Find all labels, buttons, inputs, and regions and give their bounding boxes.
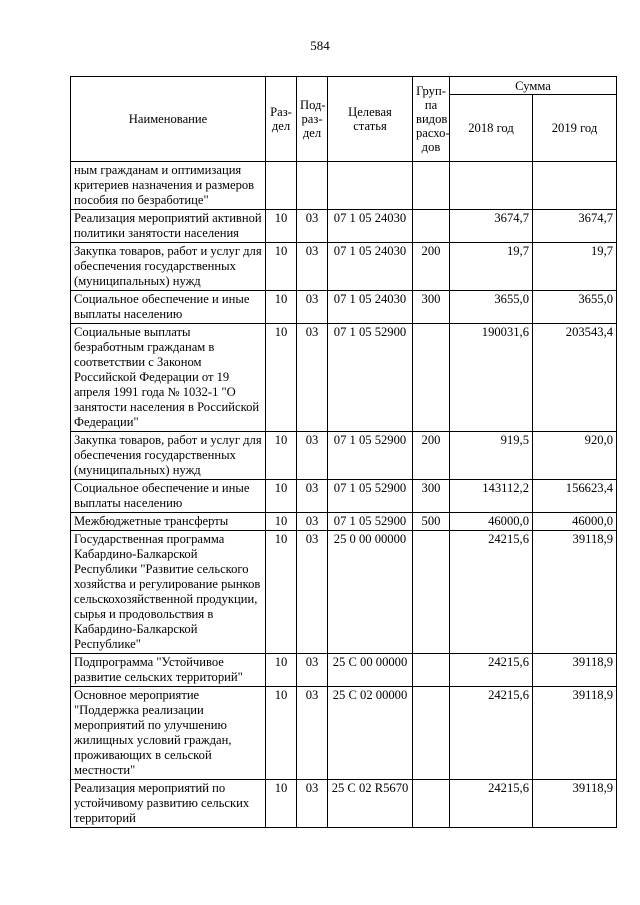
- cell-podrazdel: 03: [297, 480, 328, 513]
- table-row: [71, 291, 617, 324]
- cell-razdel: [266, 162, 297, 210]
- cell-gruppa: 500: [413, 513, 450, 531]
- cell-razdel: 10: [266, 780, 297, 828]
- cell-celevaya: 07 1 05 24030: [328, 210, 413, 243]
- cell-gruppa: 300: [413, 480, 450, 513]
- table-row: [71, 480, 617, 513]
- header-celevaya: Целевая статья: [328, 77, 413, 162]
- cell-celevaya: 07 1 05 24030: [328, 291, 413, 324]
- cell-2019: 39118,9: [533, 780, 617, 828]
- cell-2019: 203543,4: [533, 324, 617, 432]
- cell-podrazdel: 03: [297, 432, 328, 480]
- cell-name: Социальные выплаты безработным гражданам в соответствии с Законом Российской Федерации от 19 апреля 1991 года № 1032-1 "О занятости населения в Российской Федерации": [71, 324, 266, 432]
- cell-podrazdel: 03: [297, 513, 328, 531]
- cell-2018: 46000,0: [450, 513, 533, 531]
- cell-2019: 3655,0: [533, 291, 617, 324]
- cell-podrazdel: 03: [297, 687, 328, 780]
- cell-celevaya: 25 С 02 R5670: [328, 780, 413, 828]
- table-row: [71, 687, 617, 780]
- cell-gruppa: [413, 654, 450, 687]
- header-name: Наименование: [71, 77, 266, 162]
- cell-2019: 46000,0: [533, 513, 617, 531]
- cell-celevaya: 25 С 02 00000: [328, 687, 413, 780]
- header-gruppa: Груп- па видов расхо- дов: [413, 77, 450, 162]
- cell-celevaya: 07 1 05 52900: [328, 513, 413, 531]
- cell-2019: 39118,9: [533, 531, 617, 654]
- cell-celevaya: 07 1 05 52900: [328, 324, 413, 432]
- cell-podrazdel: 03: [297, 780, 328, 828]
- cell-2018: 3655,0: [450, 291, 533, 324]
- cell-name: Закупка товаров, работ и услуг для обеспечения государственных (муниципальных) нужд: [71, 432, 266, 480]
- cell-2019: 920,0: [533, 432, 617, 480]
- header-year-2019: 2019 год: [533, 95, 617, 162]
- cell-2019: 3674,7: [533, 210, 617, 243]
- cell-gruppa: [413, 780, 450, 828]
- table-row: [71, 324, 617, 432]
- cell-name: Закупка товаров, работ и услуг для обеспечения государственных (муниципальных) нужд: [71, 243, 266, 291]
- cell-gruppa: 200: [413, 432, 450, 480]
- cell-podrazdel: 03: [297, 243, 328, 291]
- cell-2019: 39118,9: [533, 654, 617, 687]
- cell-gruppa: [413, 162, 450, 210]
- cell-celevaya: 07 1 05 52900: [328, 480, 413, 513]
- cell-gruppa: 200: [413, 243, 450, 291]
- cell-2019: 19,7: [533, 243, 617, 291]
- cell-razdel: 10: [266, 687, 297, 780]
- cell-razdel: 10: [266, 513, 297, 531]
- table-row: [71, 780, 617, 828]
- cell-2018: 3674,7: [450, 210, 533, 243]
- cell-2018: 19,7: [450, 243, 533, 291]
- table-row: [71, 432, 617, 480]
- cell-name: Реализация мероприятий активной политики занятости населения: [71, 210, 266, 243]
- cell-razdel: 10: [266, 432, 297, 480]
- table-row: [71, 654, 617, 687]
- cell-celevaya: 25 0 00 00000: [328, 531, 413, 654]
- cell-razdel: 10: [266, 480, 297, 513]
- cell-2018: 24215,6: [450, 780, 533, 828]
- cell-name: Основное мероприятие "Поддержка реализации мероприятий по улучшению жилищных условий граждан, проживающих в сельской местности": [71, 687, 266, 780]
- cell-name: Социальное обеспечение и иные выплаты населению: [71, 291, 266, 324]
- cell-podrazdel: 03: [297, 654, 328, 687]
- cell-2018: 24215,6: [450, 531, 533, 654]
- cell-2018: 919,5: [450, 432, 533, 480]
- cell-podrazdel: [297, 162, 328, 210]
- cell-celevaya: 25 С 00 00000: [328, 654, 413, 687]
- cell-razdel: 10: [266, 210, 297, 243]
- cell-2018: 24215,6: [450, 687, 533, 780]
- header-podrazdel: Под- раз- дел: [297, 77, 328, 162]
- cell-2019: [533, 162, 617, 210]
- cell-gruppa: 300: [413, 291, 450, 324]
- cell-razdel: 10: [266, 654, 297, 687]
- page-number: 584: [310, 38, 330, 53]
- cell-2019: 39118,9: [533, 687, 617, 780]
- cell-2018: 24215,6: [450, 654, 533, 687]
- table-row: [71, 531, 617, 654]
- cell-2018: [450, 162, 533, 210]
- cell-name: Социальное обеспечение и иные выплаты населению: [71, 480, 266, 513]
- table-header: [71, 77, 617, 162]
- header-summa: Сумма: [450, 77, 617, 95]
- cell-razdel: 10: [266, 291, 297, 324]
- cell-2018: 143112,2: [450, 480, 533, 513]
- budget-table: [70, 76, 617, 828]
- cell-podrazdel: 03: [297, 210, 328, 243]
- cell-2018: 190031,6: [450, 324, 533, 432]
- cell-podrazdel: 03: [297, 291, 328, 324]
- cell-podrazdel: 03: [297, 324, 328, 432]
- table-row: [71, 162, 617, 210]
- cell-name: Государственная программа Кабардино-Балкарской Республики "Развитие сельского хозяйства и регулирование рынков сельскохозяйственной продукции, сырья и продовольствия в Кабардино-Балкарской Республике": [71, 531, 266, 654]
- header-razdel: Раз- дел: [266, 77, 297, 162]
- cell-razdel: 10: [266, 324, 297, 432]
- cell-name: ным гражданам и оптимизация критериев назначения и размеров пособия по безработице": [71, 162, 266, 210]
- table-row: [71, 210, 617, 243]
- cell-name: Межбюджетные трансферты: [71, 513, 266, 531]
- table-body: [71, 162, 617, 828]
- cell-razdel: 10: [266, 531, 297, 654]
- cell-celevaya: 07 1 05 52900: [328, 432, 413, 480]
- cell-gruppa: [413, 531, 450, 654]
- cell-gruppa: [413, 687, 450, 780]
- header-year-2018: 2018 год: [450, 95, 533, 162]
- cell-razdel: 10: [266, 243, 297, 291]
- cell-name: Реализация мероприятий по устойчивому развитию сельских территорий: [71, 780, 266, 828]
- cell-name: Подпрограмма "Устойчивое развитие сельских территорий": [71, 654, 266, 687]
- table-row: [71, 243, 617, 291]
- cell-podrazdel: 03: [297, 531, 328, 654]
- cell-gruppa: [413, 324, 450, 432]
- cell-2019: 156623,4: [533, 480, 617, 513]
- table-row: [71, 513, 617, 531]
- cell-celevaya: [328, 162, 413, 210]
- cell-gruppa: [413, 210, 450, 243]
- cell-celevaya: 07 1 05 24030: [328, 243, 413, 291]
